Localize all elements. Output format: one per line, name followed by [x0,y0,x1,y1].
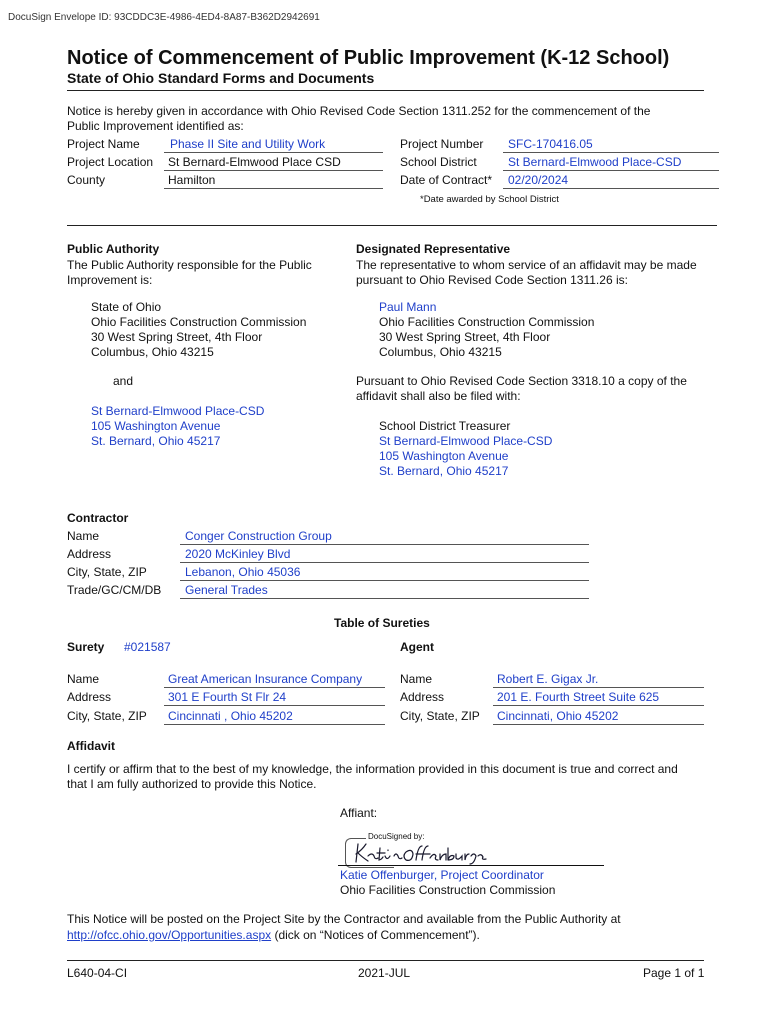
rep-name: Paul Mann [379,300,437,314]
contractor-name-value: Conger Construction Group [185,529,332,543]
project-number-value: SFC-170416.05 [508,137,593,151]
affidavit-heading: Affidavit [67,739,115,753]
footer-rule [67,960,704,961]
project-number-label: Project Number [400,137,484,151]
project-name-line [164,152,383,153]
pa-address-3: 30 West Spring Street, 4th Floor [91,330,263,344]
project-location-label: Project Location [67,155,154,169]
intro-line2: Public Improvement identified as: [67,119,244,133]
pa-address-2: Ohio Facilities Construction Commission [91,315,307,329]
docusigned-label: DocuSigned by: [368,832,425,841]
project-number-line [503,152,719,153]
agent-label: Agent [400,640,434,654]
treasurer-address: 105 Washington Avenue [379,449,509,463]
sureties-heading: Table of Sureties [334,616,430,630]
contractor-address-value: 2020 McKinley Blvd [185,547,291,561]
footer-form-id: L640-04-CI [67,966,128,980]
pa-district-3: St. Bernard, Ohio 45217 [91,434,221,448]
footer-page: Page 1 of 1 [643,966,705,980]
notice-line1: This Notice will be posted on the Project Site by the Contractor and available from the Public Authority at [67,912,621,926]
contractor-name-label: Name [67,529,100,543]
surety-label: Surety [67,640,105,654]
surety-name-value: Great American Insurance Company [168,672,363,686]
school-district-label: School District [400,155,477,169]
surety-address-line [164,705,385,706]
agent-city-value: Cincinnati, Ohio 45202 [497,709,619,723]
footer-version: 2021-JUL [358,966,411,980]
surety-address-value: 301 E Fourth St Flr 24 [168,690,287,704]
agent-name-label: Name [400,672,433,686]
agent-address-line [493,705,704,706]
pursuant-line2: affidavit shall also be filed with: [356,389,521,403]
project-name-label: Project Name [67,137,140,151]
project-location-line [164,170,383,171]
contract-date-line [503,188,719,189]
signature-line [338,865,604,866]
pa-and: and [113,374,134,388]
contractor-city-label: City, State, ZIP [67,565,147,579]
date-note: *Date awarded by School District [420,194,559,205]
section-rule [67,225,717,226]
surety-city-label: City, State, ZIP [67,709,147,723]
agent-address-label: Address [400,690,445,704]
public-authority-desc2: Improvement is: [67,273,153,287]
contract-date-label: Date of Contract* [400,173,493,187]
agent-city-label: City, State, ZIP [400,709,480,723]
intro-line1: Notice is hereby given in accordance with Ohio Revised Code Section 1311.252 for the commencement of the [67,104,651,118]
page-subtitle: State of Ohio Standard Forms and Documents [67,70,375,86]
surety-number: #021587 [124,640,171,654]
notice-line2 [67,928,480,942]
contractor-trade-label: Trade/GC/CM/DB [67,583,162,597]
page-title: Notice of Commencement of Public Improvement (K-12 School) [67,47,670,69]
treasurer-label: School District Treasurer [379,419,511,433]
surety-name-line [164,687,385,688]
contractor-city-line [180,580,589,581]
pa-district-1: St Bernard-Elmwood Place-CSD [91,404,265,418]
rep-address-2: 30 West Spring Street, 4th Floor [379,330,551,344]
contractor-trade-line [180,598,589,599]
contractor-address-line [180,562,589,563]
agent-city-line [493,724,704,725]
surety-address-label: Address [67,690,112,704]
signature-image [350,840,490,866]
affidavit-text2: that I am fully authorized to provide this Notice. [67,777,317,791]
agent-name-value: Robert E. Gigax Jr. [497,672,599,686]
treasurer-city: St. Bernard, Ohio 45217 [379,464,509,478]
contractor-trade-value: General Trades [185,583,268,597]
affiant-label: Affiant: [340,806,378,820]
pursuant-line1: Pursuant to Ohio Revised Code Section 3318.10 a copy of the [356,374,687,388]
designated-rep-heading: Designated Representative [356,242,511,256]
treasurer-district: St Bernard-Elmwood Place-CSD [379,434,553,448]
county-value: Hamilton [168,173,216,187]
designated-rep-desc2: pursuant to Ohio Revised Code Section 1311.26 is: [356,273,628,287]
surety-city-line [164,724,385,725]
agent-name-line [493,687,704,688]
envelope-id: DocuSign Envelope ID: 93CDDC3E-4986-4ED4-8A87-B362D2942691 [8,12,320,23]
signer-line: Katie Offenburger, Project Coordinator [340,868,544,882]
contractor-address-label: Address [67,547,112,561]
surety-name-label: Name [67,672,100,686]
agent-address-value: 201 E. Fourth Street Suite 625 [497,690,660,704]
contractor-name-line [180,544,589,545]
opportunities-link[interactable]: http://ofcc.ohio.gov/Opportunities.aspx [67,928,272,942]
pa-district-2: 105 Washington Avenue [91,419,221,433]
rep-address-1: Ohio Facilities Construction Commission [379,315,595,329]
contractor-heading: Contractor [67,511,129,525]
signer-org: Ohio Facilities Construction Commission [340,883,556,897]
affidavit-text1: I certify or affirm that to the best of my knowledge, the information provided in this document is true and correct and [67,762,678,776]
pa-address-4: Columbus, Ohio 43215 [91,345,214,359]
public-authority-heading: Public Authority [67,242,160,256]
title-rule [67,90,704,91]
notice-line2-rest: (dick on “Notices of Commencement”). [271,928,480,942]
school-district-value: St Bernard-Elmwood Place-CSD [508,155,682,169]
school-district-line [503,170,719,171]
county-label: County [67,173,106,187]
county-line [164,188,383,189]
contractor-city-value: Lebanon, Ohio 45036 [185,565,301,579]
contract-date-value: 02/20/2024 [508,173,569,187]
designated-rep-desc1: The representative to whom service of an affidavit may be made [356,258,697,272]
pa-address-1: State of Ohio [91,300,162,314]
rep-address-3: Columbus, Ohio 43215 [379,345,502,359]
surety-city-value: Cincinnati , Ohio 45202 [168,709,293,723]
public-authority-desc1: The Public Authority responsible for the Public [67,258,312,272]
project-location-value: St Bernard-Elmwood Place CSD [168,155,341,169]
project-name-value: Phase II Site and Utility Work [170,137,326,151]
